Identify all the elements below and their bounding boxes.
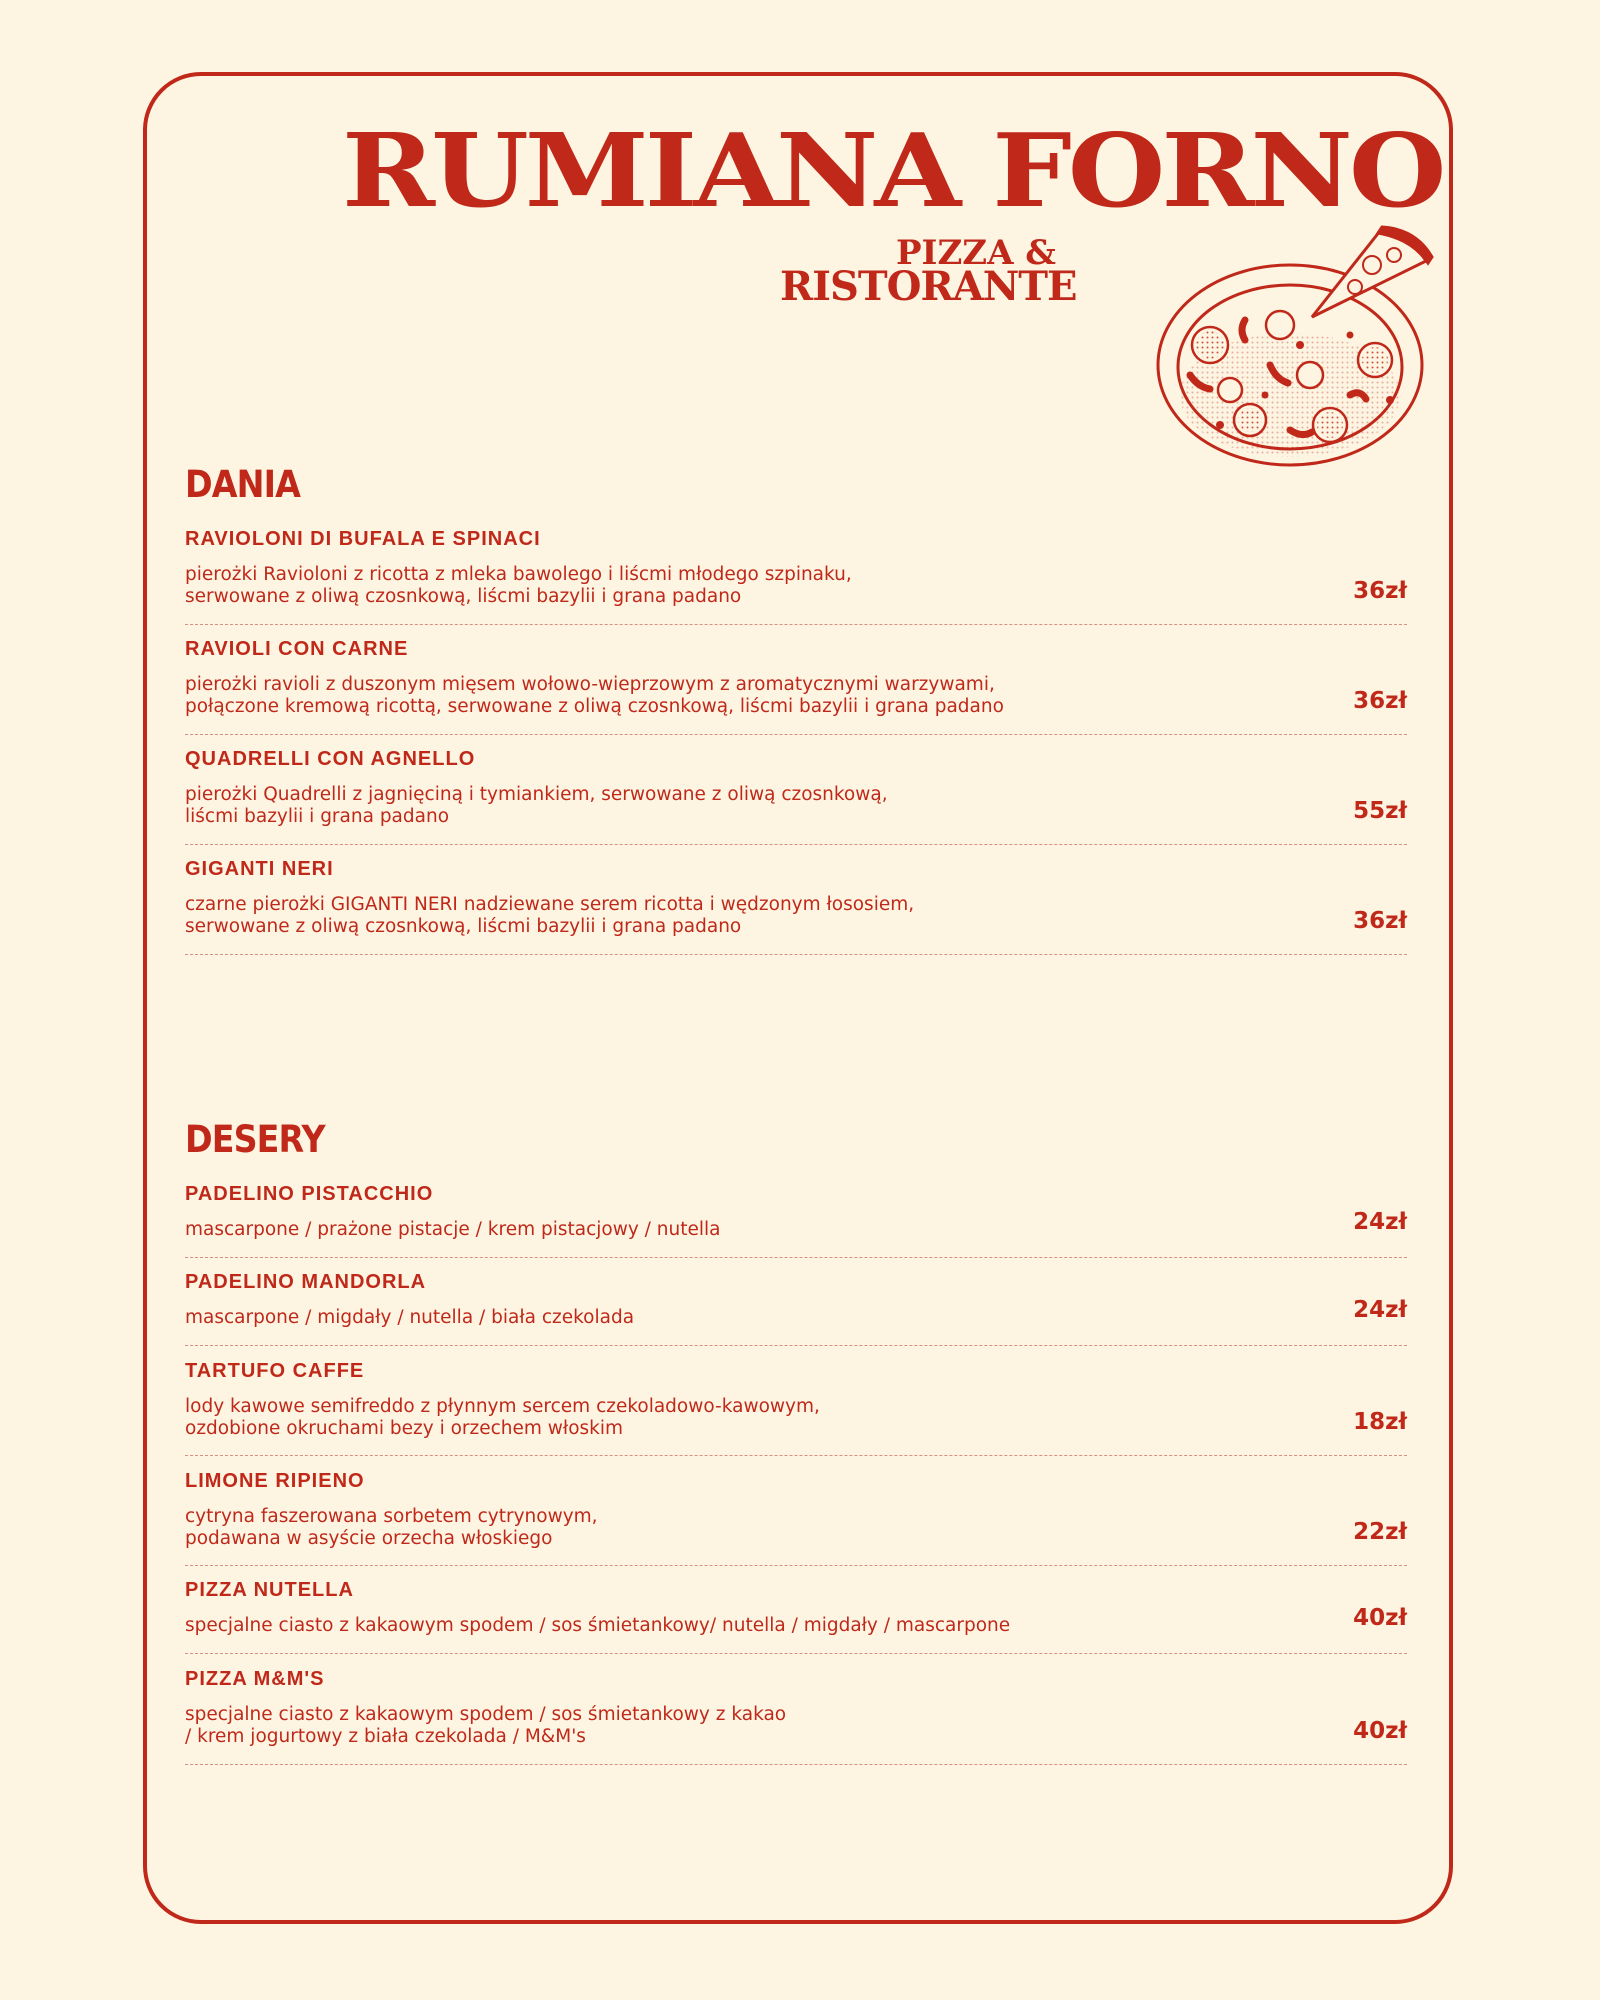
item-price: 24zł	[1353, 1209, 1407, 1235]
item-price: 36zł	[1353, 688, 1407, 714]
restaurant-subtitle	[780, 233, 1077, 310]
menu-item	[185, 1271, 1407, 1346]
item-name: PIZZA NUTELLA	[185, 1579, 354, 1601]
item-price: 36zł	[1353, 578, 1407, 604]
subtitle-line-2: RISTORANTE	[780, 263, 1077, 310]
restaurant-name: RUMIANA FORNO	[342, 112, 1443, 231]
item-name: LIMONE RIPIENO	[185, 1470, 365, 1492]
menu-item	[185, 528, 1407, 625]
section-title-desery: DESERY	[185, 1118, 325, 1161]
menu-item	[185, 1668, 1407, 1765]
item-description: pierożki Ravioloni z ricotta z mleka bawolego i liścmi młodego szpinaku, serwowane z oliwą czosnkową, liścmi bazylii i grana padano	[185, 564, 852, 607]
item-price: 18zł	[1353, 1409, 1407, 1435]
item-description: cytryna faszerowana sorbetem cytrynowym, podawana w asyście orzecha włoskiego	[185, 1506, 598, 1549]
menu-item	[185, 1470, 1407, 1566]
item-name: PADELINO PISTACCHIO	[185, 1183, 434, 1205]
item-description: lody kawowe semifreddo z płynnym sercem czekoladowo-kawowym, ozdobione okruchami bezy i orzechem włoskim	[185, 1396, 820, 1439]
menu-item	[185, 1360, 1407, 1456]
item-description: specjalne ciasto z kakaowym spodem / sos śmietankowy/ nutella / migdały / mascarpone	[185, 1615, 1011, 1636]
item-name: PIZZA M&M'S	[185, 1668, 325, 1690]
item-description: pierożki ravioli z duszonym mięsem wołowo-wieprzowym z aromatycznymi warzywami, połączone kremową ricottą, serwowane z oliwą czosnkową, liścmi bazylii i grana padano	[185, 674, 1004, 717]
item-name: RAVIOLI CON CARNE	[185, 638, 409, 660]
item-price: 40zł	[1353, 1605, 1407, 1631]
subtitle-line-1: PIZZA &	[895, 233, 1056, 273]
item-name: GIGANTI NERI	[185, 858, 334, 880]
item-name: PADELINO MANDORLA	[185, 1271, 427, 1293]
section-title-dania: DANIA	[185, 463, 300, 506]
item-price: 36zł	[1353, 908, 1407, 934]
item-price: 22zł	[1353, 1519, 1407, 1545]
item-description: mascarpone / migdały / nutella / biała czekolada	[185, 1307, 635, 1328]
menu-item	[185, 748, 1407, 845]
menu-item	[185, 1579, 1407, 1654]
item-price: 40zł	[1353, 1718, 1407, 1744]
item-description: czarne pierożki GIGANTI NERI nadziewane serem ricotta i wędzonym łososiem, serwowane z oliwą czosnkową, liścmi bazylii i grana padano	[185, 894, 915, 937]
item-name: RAVIOLONI DI BUFALA E SPINACI	[185, 528, 541, 550]
item-price: 55zł	[1353, 798, 1407, 824]
pizza-with-lifted-slice-icon	[1150, 225, 1440, 475]
item-price: 24zł	[1353, 1297, 1407, 1323]
item-description: specjalne ciasto z kakaowym spodem / sos śmietankowy z kakao / krem jogurtowy z biała czekolada / M&M's	[185, 1704, 787, 1747]
item-description: pierożki Quadrelli z jagnięciną i tymiankiem, serwowane z oliwą czosnkową, liścmi bazylii i grana padano	[185, 784, 888, 827]
item-name: QUADRELLI CON AGNELLO	[185, 748, 476, 770]
menu-item	[185, 858, 1407, 955]
item-name: TARTUFO CAFFE	[185, 1360, 365, 1382]
item-description: mascarpone / prażone pistacje / krem pistacjowy / nutella	[185, 1219, 721, 1240]
menu-item	[185, 638, 1407, 735]
menu-item	[185, 1183, 1407, 1258]
